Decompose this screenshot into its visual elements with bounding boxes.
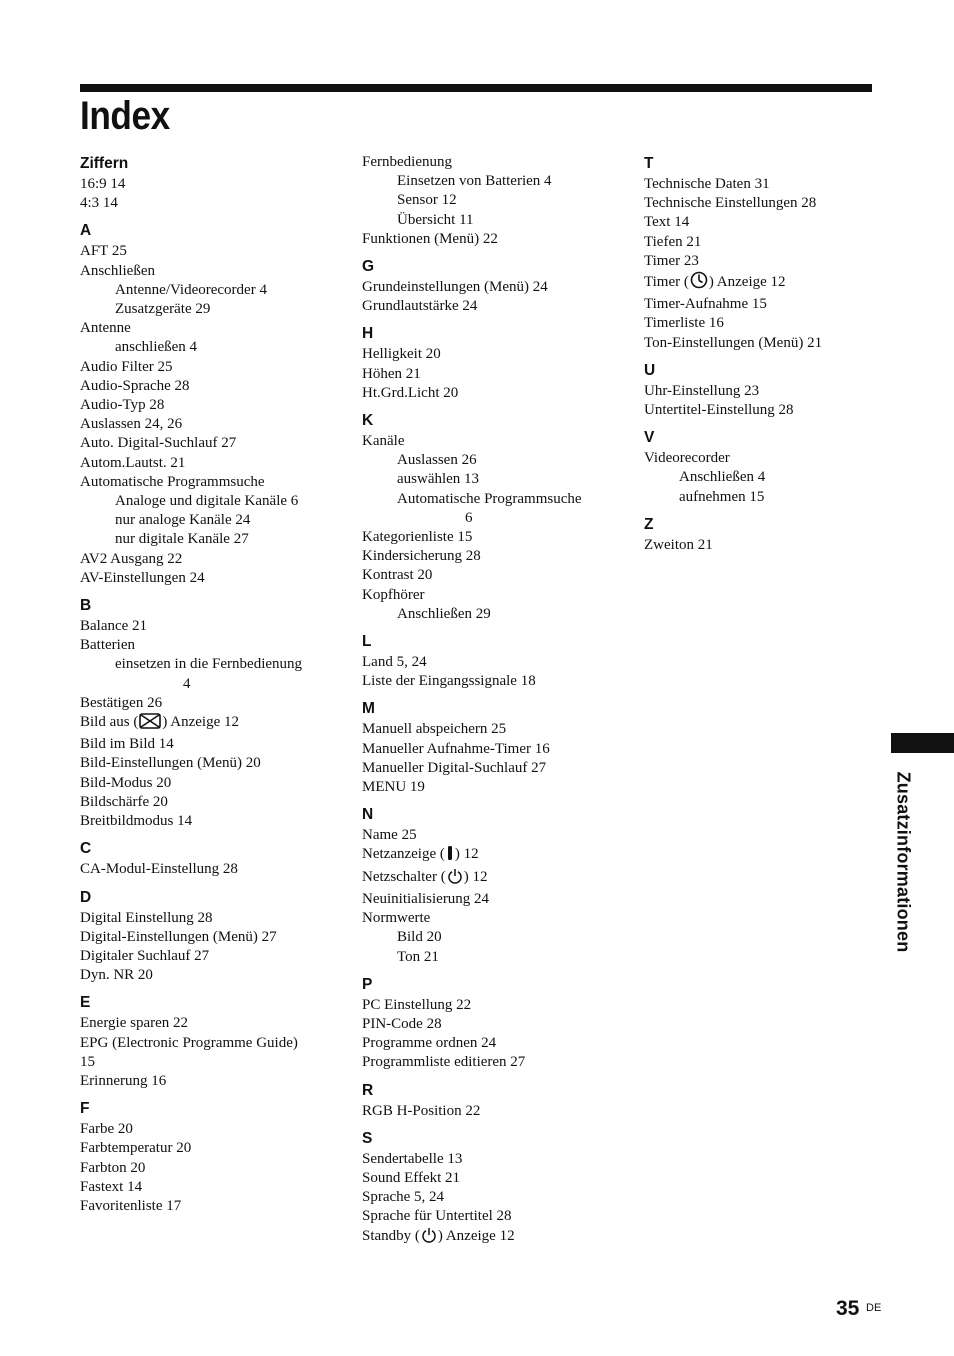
index-entry: Höhen 21 (362, 365, 421, 382)
index-letter-heading: V (644, 429, 655, 447)
index-entry: Helligkeit 20 (362, 346, 441, 363)
index-entry: PC Einstellung 22 (362, 996, 472, 1013)
index-subentry: Automatische Programmsuche (397, 490, 582, 507)
index-column-2 (362, 153, 622, 1249)
index-entry: Untertitel-Einstellung 28 (644, 402, 794, 419)
index-entry: Audio-Typ 28 (80, 397, 165, 414)
index-subentry: anschließen 4 (115, 339, 198, 356)
index-subentry: Auslassen 26 (397, 452, 477, 469)
index-entry (362, 1227, 622, 1249)
index-subentry: Anschließen 4 (679, 469, 766, 486)
index-letter-heading: N (362, 806, 374, 824)
page-number: 35 (836, 1297, 860, 1320)
index-entry: Kopfhörer (362, 586, 425, 603)
index-column-3 (644, 153, 904, 555)
index-entry: Manueller Digital-Suchlauf 27 (362, 759, 547, 776)
index-entry (80, 713, 340, 735)
index-subentry: aufnehmen 15 (679, 488, 765, 505)
index-letter-heading: E (80, 994, 91, 1012)
index-entry: Antenne (80, 320, 131, 337)
page-language-code: DE (866, 1302, 882, 1314)
index-letter-heading: Z (644, 515, 654, 533)
entry-text: Timer ( (644, 274, 689, 291)
index-subentry: Anschließen 29 (397, 605, 491, 622)
index-entry: AV-Einstellungen 24 (80, 569, 205, 586)
index-entry: Programmliste editieren 27 (362, 1054, 526, 1071)
index-entry: Programme ordnen 24 (362, 1035, 497, 1052)
index-entry: CA-Modul-Einstellung 28 (80, 861, 238, 878)
index-entry: Text 14 (644, 214, 690, 231)
index-letter-heading: L (362, 633, 372, 651)
index-entry: Kanäle (362, 433, 405, 450)
index-entry: Batterien (80, 637, 135, 654)
index-entry: Timer 23 (644, 252, 699, 269)
index-letter-heading: H (362, 325, 374, 343)
entry-text: Netzanzeige ( (362, 846, 445, 863)
index-entry: Kontrast 20 (362, 567, 433, 584)
index-entry: Sprache 5, 24 (362, 1189, 445, 1206)
index-subentry: auswählen 13 (397, 471, 480, 488)
index-entry: Kategorienliste 15 (362, 529, 473, 546)
index-entry: Videorecorder (644, 450, 730, 467)
index-entry: Automatische Programmsuche (80, 473, 265, 490)
index-subentry: nur digitale Kanäle 27 (115, 531, 249, 548)
index-entry (362, 868, 622, 890)
index-entry: Audio-Sprache 28 (80, 377, 190, 394)
picture-off-icon (139, 713, 161, 735)
index-entry: Breitbildmodus 14 (80, 813, 193, 830)
index-entry: Energie sparen 22 (80, 1015, 189, 1032)
index-letter-heading: R (362, 1081, 374, 1099)
index-entry: Bild-Modus 20 (80, 774, 172, 791)
index-entry: Farbtemperatur 20 (80, 1140, 192, 1157)
index-entry: Manueller Aufnahme-Timer 16 (362, 740, 550, 757)
power-icon (421, 1227, 437, 1249)
index-letter-heading: K (362, 412, 374, 430)
index-entry: Manuell abspeichern 25 (362, 721, 507, 738)
index-entry: Technische Daten 31 (644, 176, 770, 192)
side-tab-label: Zusatzinformationen (893, 771, 914, 953)
index-entry: Digital Einstellung 28 (80, 909, 213, 926)
index-entry: Auto. Digital-Suchlauf 27 (80, 435, 237, 452)
entry-text: Bild aus ( (80, 714, 139, 731)
index-subentry: Analoge und digitale Kanäle 6 (115, 493, 299, 510)
index-entry: Name 25 (362, 827, 417, 844)
page-title: Index (80, 94, 170, 138)
index-subentry: Ton 21 (397, 948, 439, 965)
entry-text: Netzschalter ( (362, 868, 446, 885)
index-subentry: Antenne/Videorecorder 4 (115, 281, 267, 298)
index-entry: Funktionen (Menü) 22 (362, 230, 498, 247)
index-entry: Uhr-Einstellung 23 (644, 382, 760, 399)
index-entry: Favoritenliste 17 (80, 1197, 182, 1214)
index-entry: Ton-Einstellungen (Menü) 21 (644, 334, 823, 351)
index-entry: Timerliste 16 (644, 315, 724, 332)
index-letter-heading: P (362, 975, 373, 993)
index-subentry: 6 (465, 509, 473, 526)
index-subentry: 15 (80, 1053, 95, 1070)
index-entry: Farbe 20 (80, 1121, 133, 1138)
index-subentry: Sensor 12 (397, 192, 457, 209)
index-entry: 16:9 14 (80, 176, 126, 192)
index-entry: Farbton 20 (80, 1159, 146, 1176)
index-entry: Bestätigen 26 (80, 694, 163, 711)
index-entry: Fastext 14 (80, 1178, 143, 1195)
index-entry: Sendertabelle 13 (362, 1150, 463, 1167)
index-entry: MENU 19 (362, 779, 425, 796)
index-entry: Digitaler Suchlauf 27 (80, 947, 210, 964)
index-entry: 4:3 14 (80, 195, 118, 212)
index-entry: Ht.Grd.Licht 20 (362, 384, 459, 401)
index-entry: Balance 21 (80, 618, 148, 635)
index-entry: Normwerte (362, 910, 431, 927)
index-letter-heading: B (80, 597, 92, 615)
index-entry (644, 271, 904, 295)
index-entry: Kindersicherung 28 (362, 548, 481, 565)
index-entry: Sound Effekt 21 (362, 1169, 461, 1186)
entry-text: Standby ( (362, 1227, 420, 1244)
title-rule (80, 84, 872, 92)
index-entry: RGB H-Position 22 (362, 1102, 481, 1119)
index-subentry: Zusatzgeräte 29 (115, 301, 211, 318)
entry-text-after: ) Anzeige 12 (162, 714, 239, 731)
index-entry (362, 845, 622, 867)
index-entry: Technische Einstellungen 28 (644, 195, 817, 212)
index-entry: Zweiton 21 (644, 536, 713, 553)
index-entry: Erinnerung 16 (80, 1072, 167, 1089)
index-letter-heading: U (644, 361, 656, 379)
index-entry: Bild im Bild 14 (80, 736, 174, 753)
index-entry: Grundlautstärke 24 (362, 298, 478, 315)
index-subentry: Einsetzen von Batterien 4 (397, 173, 552, 190)
power-icon (447, 868, 463, 890)
index-letter-heading: A (80, 222, 92, 240)
entry-text-after: ) Anzeige 12 (437, 1227, 515, 1244)
timer-icon (690, 271, 708, 295)
index-letter-heading: T (644, 155, 654, 172)
index-letter-heading: D (80, 888, 92, 906)
index-entry: Audio Filter 25 (80, 358, 173, 375)
index-subentry: Übersicht 11 (397, 211, 474, 228)
index-entry: PIN-Code 28 (362, 1015, 442, 1032)
side-tab-bar (891, 733, 954, 753)
index-letter-heading: G (362, 258, 375, 276)
index-entry: Timer-Aufnahme 15 (644, 296, 767, 313)
index-entry: Digital-Einstellungen (Menü) 27 (80, 928, 277, 945)
index-subentry: nur analoge Kanäle 24 (115, 512, 251, 529)
index-entry: AFT 25 (80, 243, 127, 260)
index-entry: Fernbedienung (362, 154, 452, 170)
index-entry: Sprache für Untertitel 28 (362, 1208, 512, 1225)
index-entry: Anschließen (80, 262, 155, 279)
entry-text-after: ) 12 (454, 846, 479, 863)
index-entry: Liste der Eingangssignale 18 (362, 673, 536, 690)
index-entry: Tiefen 21 (644, 233, 702, 250)
index-column-1 (80, 153, 340, 1216)
index-entry: AV2 Ausgang 22 (80, 550, 183, 567)
index-letter-heading: F (80, 1100, 90, 1118)
index-letter-heading: M (362, 700, 375, 718)
index-letter-heading: Ziffern (80, 155, 129, 172)
index-entry: Land 5, 24 (362, 654, 427, 671)
index-subentry: 4 (183, 675, 191, 692)
index-entry: Autom.Lautst. 21 (80, 454, 186, 471)
index-entry: EPG (Electronic Programme Guide) (80, 1034, 298, 1051)
index-letter-heading: S (362, 1129, 373, 1147)
index-letter-heading: C (80, 840, 92, 858)
power-indicator-icon (446, 845, 454, 867)
index-entry: Auslassen 24, 26 (80, 416, 183, 433)
index-subentry: einsetzen in die Fernbedienung (115, 656, 303, 673)
index-entry: Bild-Einstellungen (Menü) 20 (80, 755, 261, 772)
entry-text-after: ) 12 (463, 868, 488, 885)
entry-text-after: ) Anzeige 12 (708, 274, 786, 291)
index-subentry: Bild 20 (397, 929, 442, 946)
index-entry: Bildschärfe 20 (80, 793, 168, 810)
index-entry: Dyn. NR 20 (80, 967, 153, 984)
index-entry: Neuinitialisierung 24 (362, 890, 490, 907)
index-entry: Grundeinstellungen (Menü) 24 (362, 279, 548, 296)
